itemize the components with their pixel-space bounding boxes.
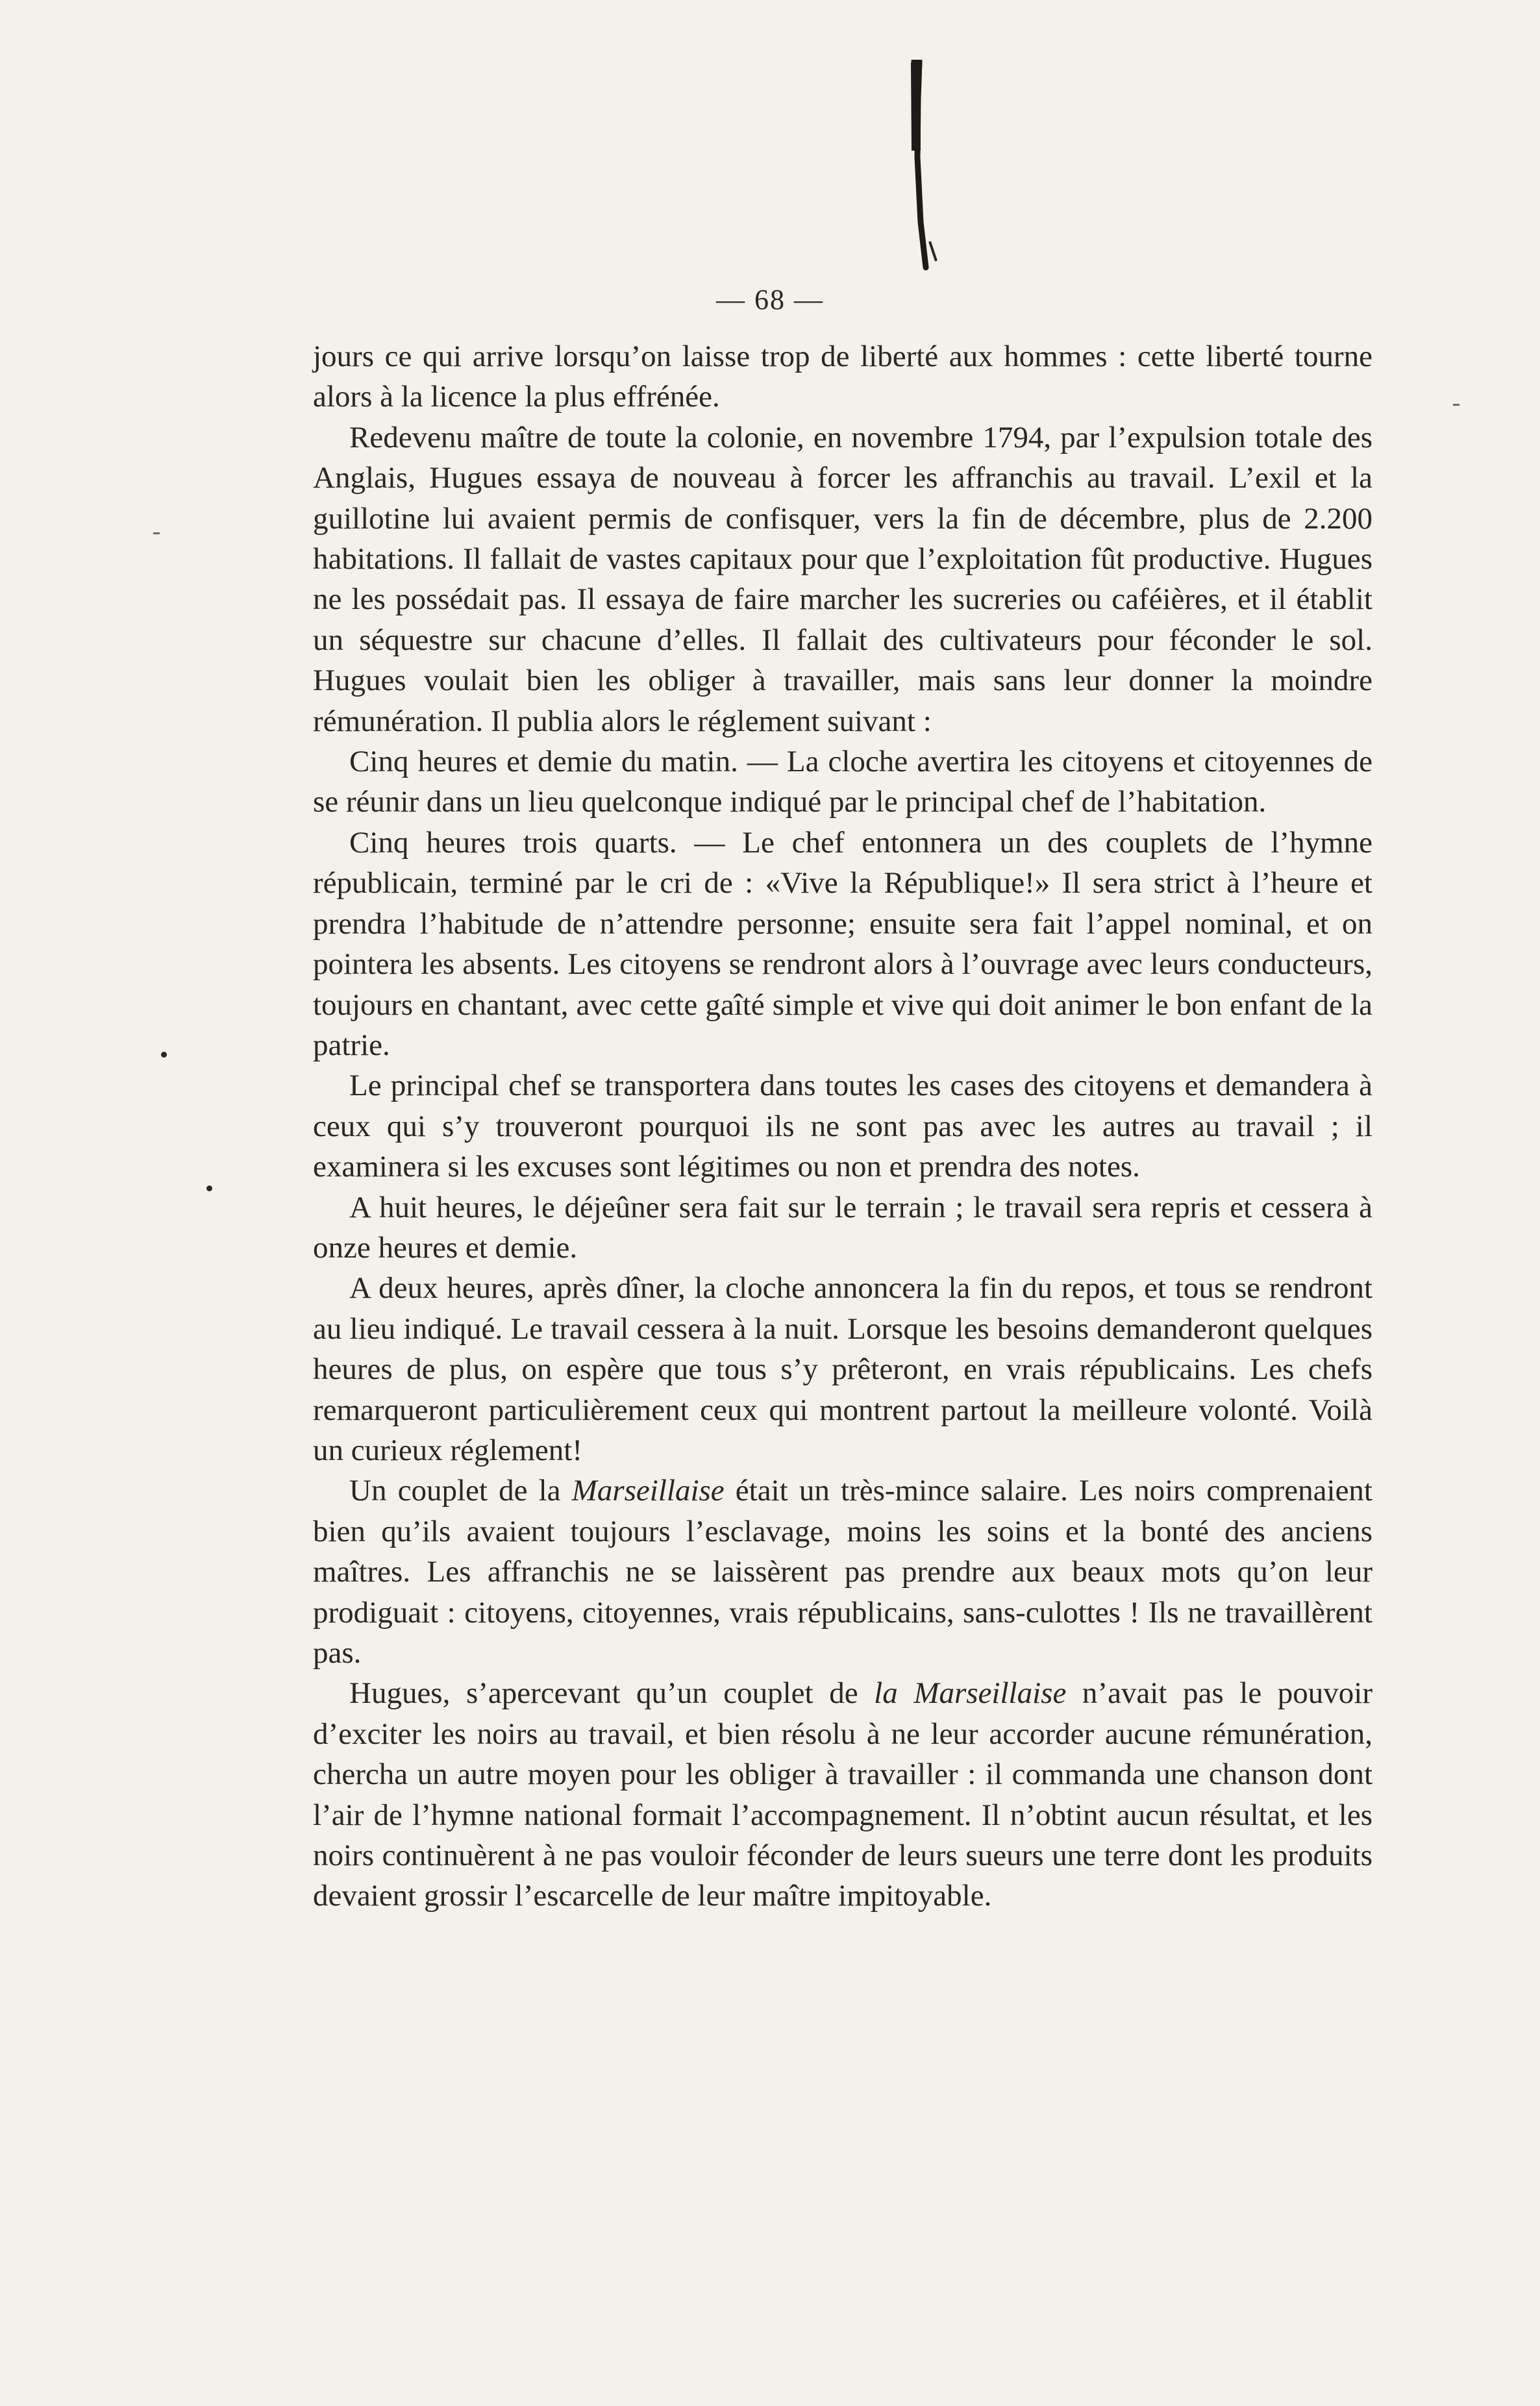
paragraph-2: Redevenu maître de toute la colonie, en novembre 1794, par l’expulsion totale des Anglais, Hugues essaya de nouveau à forcer les affranchis au travail. L’exil et la guillotine lui avaient permis de confisquer, vers la fin de décembre, plus de 2.200 habitations. Il fallait de vastes capitaux pour que l’exploitation fût productive. Hugues ne les possédait pas. Il essaya de faire marcher les sucreries ou caféières, et il établit un séquestre sur chacune d’elles. Il fallait des cultivateurs pour féconder le sol. Hugues voulait bien les obliger à travailler, mais sans leur donner la moindre rémunération. Il publia alors le réglement suivant : bbox=[313, 420, 1372, 738]
paragraph-3: Cinq heures et demie du matin. — La cloche avertira les citoyens et citoyennes de se réunir dans un lieu quelconque indiqué par le principal chef de l’habitation. bbox=[313, 745, 1372, 819]
paragraph-9-start: Hugues, s’apercevant qu’un couplet de bbox=[349, 1676, 875, 1711]
paragraph-4: Cinq heures trois quarts. — Le chef entonnera un des couplets de l’hymne républicain, terminé par le cri de : «Vive la République!» Il sera strict à l’heure et prendra l’habitude de n’attendre personne; ensuite sera fait l’appel nominal, et on pointera les absents. Les citoyens se rendront alors à l’ouvrage avec leurs conducteurs, toujours en chantant, avec cette gaîté simple et vive qui doit animer le bon enfant de la patrie. bbox=[313, 825, 1372, 1062]
margin-ink-dot bbox=[206, 1185, 212, 1191]
paragraph-5: Le principal chef se transportera dans toutes les cases des citoyens et demandera à ceux qui s’y trouveront pourquoi ils ne sont pas avec les autres au travail ; il examinera si les excuses sont légitimes ou non et prendra des notes. bbox=[313, 1069, 1372, 1184]
margin-tick bbox=[153, 532, 160, 534]
paragraph-8 bbox=[313, 1470, 1372, 1673]
paragraph-9 bbox=[313, 1673, 1372, 1916]
body-text bbox=[313, 336, 1372, 1916]
paragraph-8-end: était un très-mince salaire. Les noirs comprenaient bien qu’ils avaient toujours l’esclavage, moins les soins et la bonté des anciens maîtres. Les affranchis ne se laissèrent pas prendre aux beaux mots qu’on leur prodiguait : citoyens, citoyennes, vrais républicains, sans-culottes ! Ils ne travaillèrent pas. bbox=[313, 1474, 1372, 1670]
paragraph-7: A deux heures, après dîner, la cloche annoncera la fin du repos, et tous se rendront au lieu indiqué. Le travail cessera à la nuit. Lorsque les besoins demanderont quelques heures de plus, on espère que tous s’y prêteront, en vrais républicains. Les chefs remarqueront particulièrement ceux qui montrent partout la meilleure volonté. Voilà un curieux réglement! bbox=[313, 1271, 1372, 1467]
margin-ink-dot bbox=[161, 1052, 167, 1058]
paragraph-6: A huit heures, le déjeûner sera fait sur le terrain ; le travail sera repris et cessera à onze heures et demie. bbox=[313, 1190, 1372, 1265]
ink-tick-mark bbox=[927, 239, 940, 265]
paragraph-8-italic-title: Marseillaise bbox=[571, 1474, 725, 1508]
margin-tick bbox=[1453, 404, 1459, 406]
paragraph-8-start: Un couplet de la bbox=[349, 1474, 572, 1508]
paragraph-9-end: n’avait pas le pouvoir d’exciter les noirs au travail, et bien résolu à ne leur accorder aucune rémunération, chercha un autre moyen pour les obliger à travailler : il commanda une chanson dont l’air de l’hymne national formait l’accompagnement. Il n’obtint aucun résultat, et les noirs continuèrent à ne pas vouloir féconder de leurs sueurs une terre dont les produits devaient grossir l’escarcelle de leur maître impitoyable. bbox=[313, 1676, 1372, 1913]
paragraph-9-italic-title: la Marseillaise bbox=[874, 1676, 1067, 1711]
page-number: — 68 — bbox=[716, 284, 824, 316]
paragraph-1: jours ce qui arrive lorsqu’on laisse trop de liberté aux hommes : cette liberté tourne alors à la licence la plus effrénée. bbox=[313, 340, 1372, 414]
